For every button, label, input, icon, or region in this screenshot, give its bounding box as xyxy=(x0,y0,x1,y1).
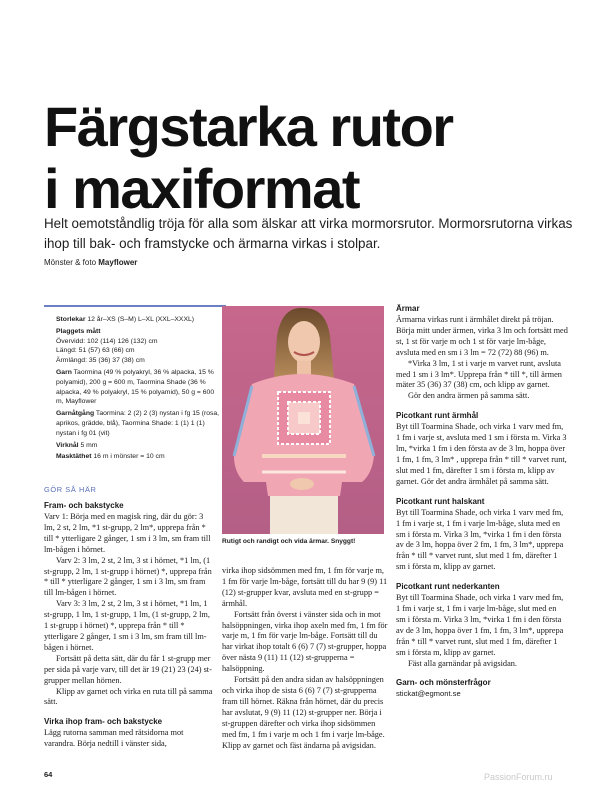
paragraph: Ärmarna virkas runt i ärmhålet direkt på tröjan. Börja mitt under ärmen, virka 3 lm och fortsätt med st, 1 st för varje m och 1 st för varje lm-båge, avsluta med en sm i 3 lm = 72 (72) 88 (96) m. xyxy=(396,315,568,357)
heading-questions: Garn- och mönsterfrågor xyxy=(396,678,491,688)
heading-join: Virka ihop fram- och bakstycke xyxy=(44,717,163,727)
paragraph: Byt till Toarmina Shade, och virka 1 varv med fm, 1 fm i varje st, 1 fm i varje lm-båge, sluta med en sm i första m. Virka 3 lm, *virka 1 fm i den första av de 3 lm, hoppa över 2 fm, 1 fm, 3 lm*, upprepa från * till * varvet runt, slut med 1 fm, därefter 1 sm i första m, klipp av garnet. xyxy=(396,507,564,572)
column-2 xyxy=(222,566,390,751)
heading-bottom-edge: Picotkant runt nederkanten xyxy=(396,582,500,592)
sizes-label: Storlekar xyxy=(56,316,86,323)
yarn-amount-value: Taormina: 2 (2) 2 (3) nystan i fg 15 (rosa, aprikos, grädde, blå), Taormina Shade: 1 (1) 1 (1) nystan i fg 01 (vit) xyxy=(56,410,220,437)
paragraph: Klipp av garnet och virka en ruta till på samma sätt. xyxy=(44,686,213,707)
paragraph: Gör den andra ärmen på samma sätt. xyxy=(408,391,530,401)
spec-box xyxy=(44,305,226,470)
section-heading: GÖR SÅ HÄR xyxy=(44,485,97,494)
title-line-1: Färgstarka rutor xyxy=(44,95,453,158)
heading-front-back: Fram- och bakstycke xyxy=(44,501,124,510)
heading-sleeves: Ärmar xyxy=(396,304,420,313)
chest-value: Övervidd: 102 (114) 126 (132) cm xyxy=(56,337,158,345)
paragraph: *Virka 3 lm, 1 st i varje m varvet runt, avsluta med 1 sm i 3 lm*. Upprepa från * till *, till ärmen mäter 35 (36) 37 (38) cm, och klipp av garnet. xyxy=(396,358,562,390)
photo-credit xyxy=(44,258,137,267)
hook-value: 5 mm xyxy=(80,441,98,449)
paragraph: Fäst alla garnändar på avigsidan. xyxy=(408,658,517,668)
heading-armhole-edge: Picotkant runt ärmhål xyxy=(396,411,479,421)
sizes-value: 12 år–XS (S–M) L–XL (XXL–XXXL) xyxy=(87,316,195,323)
heading-neck-edge: Picotkant runt halskant xyxy=(396,496,485,506)
sleeve-value: Ärmlängd: 35 (36) 37 (38) cm xyxy=(56,357,145,365)
sweater-photo xyxy=(222,306,384,534)
paragraph: Fortsätt från överst i vänster sida och in mot halsöppningen, virka ihop axeln med fm, 1 fm för varje m, 1 fm för varje lm-båge. Fortsätt till du har virkat ihop totalt 6 (6) 7 (7) st-grupper, hoppa över nästa 9 (11) 11 (12) st-grupperna = halsöppning. xyxy=(222,609,388,674)
article-title xyxy=(44,96,584,220)
paragraph: Fortsätt på den andra sidan av halsöppningen och virka ihop de sista 6 (6) 7 (7) st-grupperna fram till hörnet. Räkna från hörnet, där du precis har avslutat, 9 (9) 11 (12) st-grupper ner. Börja i st-gruppen därefter och virka ihop sidsömmen med fm, 1 fm i varje m och 1 fm i varje lm-båge. Klipp av garnet och fäst ändarna på avigsidan. xyxy=(222,675,385,750)
gauge-value: 16 m i mönster = 10 cm xyxy=(93,453,165,461)
column-3 xyxy=(396,303,568,700)
paragraph: Varv 2: 3 lm, 2 st, 2 lm, 3 st i hörnet, *1 lm, (1 st-grupp, 2 lm, 1 st-grupp i hörnet) *, upprepa från * till * ytterligare 2 gånger, 1 sm i 3 lm, sm fram till lm-bågen i hörnet. xyxy=(44,555,212,598)
page-number: 64 xyxy=(44,770,53,779)
title-line-2: i maxiformat xyxy=(44,157,359,220)
yarn-value: Taormina (49 % polyakryl, 36 % alpacka, 15 % polyamid), 200 g = 600 m, Taormina Shade (36 % alpacka, 49 % polyakryl, 15 % polyamid), 50 g = 600 m, Mayflower xyxy=(56,368,215,406)
hook-label: Virknål xyxy=(56,441,79,449)
photo-caption: Rutigt och randigt och vida ärmar. Snyggt! xyxy=(222,538,356,545)
column-1 xyxy=(44,500,214,750)
paragraph: virka ihop sidsömmen med fm, 1 fm för varje m, 1 fm för varje lm-båge, fortsätt till du har 9 (9) 11 (12) st-grupper kvar, avsluta med en st-grupp = ärmhål. xyxy=(222,566,388,608)
measures-label: Plaggets mått xyxy=(56,327,101,335)
watermark: PassionForum.ru xyxy=(484,772,553,782)
yarn-label: Garn xyxy=(56,368,72,376)
gauge-label: Masktäthet xyxy=(56,453,92,461)
credit-name: Mayflower xyxy=(98,258,138,267)
paragraph: Byt till Toarmina Shade, och virka 1 varv med fm, 1 fm i varje st, avsluta med 1 sm i första m. Virka 3 lm, *virka 1 fm i den första av de 3 lm, hoppa över 1 fm, 1 fm, 3 lm* , upprepa från * till * varvet runt, slut med 1 fm, därefter 1 sm i första m, klipp av garnet. Gör det andra ärmhålet på samma sätt. xyxy=(396,422,567,486)
paragraph: Varv 1: Börja med en magisk ring, där du gör: 3 lm, 2 st, 2 lm, *1 st-grupp, 2 lm*, upprepa från * till * ytterligare 2 gånger, 1 sm i 3 lm, sm fram till lm-bågen i hörnet. xyxy=(44,512,211,554)
contact-email[interactable]: stickat@egmont.se xyxy=(396,689,461,699)
yarn-amount-label: Garnåtgång xyxy=(56,410,95,418)
sweater-photo-illustration xyxy=(222,306,384,534)
paragraph: Varv 3: 3 lm, 2 st, 2 lm, 3 st i hörnet, *1 lm, 1 st-grupp, 1 lm, 1 st-grupp, 1 lm, (1 st-grupp, 2 lm, 1 st-grupp i hörnet) *, upprepa från * till * ytterligare 2 gånger, 1 sm i 3 lm, sm fram till lm-bågen i hörnet. xyxy=(44,599,210,652)
paragraph: Byt till Toarmina Shade, och virka 1 varv med fm, 1 fm i varje st, 1 fm i varje lm-båge, slut med en sm i första m. Virka 3 lm, *virka 1 fm i den första av de 3 lm, hoppa över 1 fm, 1 fm, 3 lm*, upprepa från * till * varvet runt, slut med 1 fm, därefter 1 sm i första m, klipp av garnet. xyxy=(396,593,564,657)
paragraph: Lägg rutorna samman med rätsidorna mot varandra. Börja nedtill i vänster sida, xyxy=(44,728,184,749)
length-value: Längd: 51 (57) 63 (66) cm xyxy=(56,347,135,355)
credit-label: Mönster & foto xyxy=(44,258,97,267)
lead-paragraph: Helt oemotståndlig tröja för alla som älskar att virka mormorsrutor. Mormorsrutorna virkas ihop till bak- och framstycke och ärmarna virkas i stolpar. xyxy=(44,216,573,251)
paragraph: Fortsätt på detta sätt, där du får 1 st-grupp mer per sida på varje varv, till det är 19 (21) 23 (24) st-grupper mellan hörnen. xyxy=(44,653,212,685)
